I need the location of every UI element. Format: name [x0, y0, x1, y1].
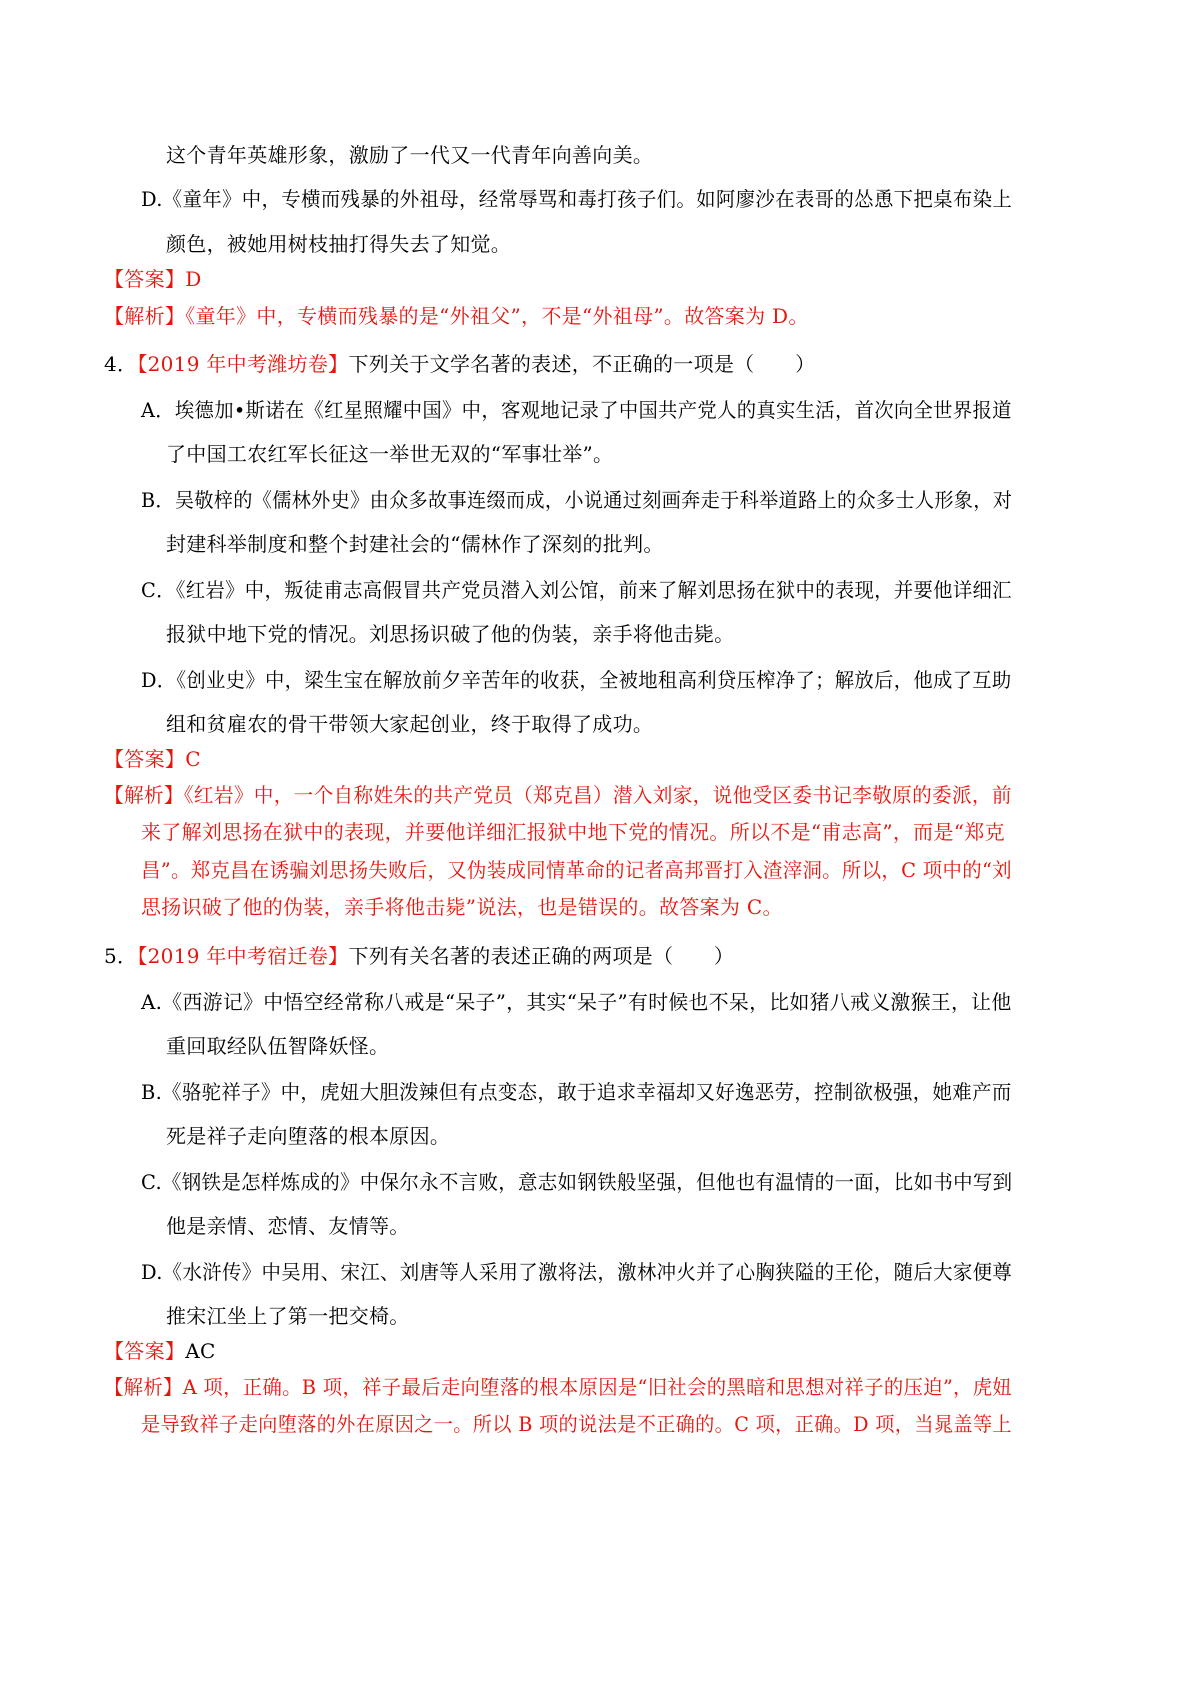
answer-label: 【答案】	[104, 747, 186, 771]
answer-label: 【答案】	[104, 1339, 186, 1363]
q4-option-a-line1: A．埃德加•斯诺在《红星照耀中国》中，客观地记录了中国共产党人的真实生活，首次向全世界报道	[141, 398, 1012, 422]
q4-option-a-line2: 了中国工农红军长征这一举世无双的“军事壮举”。	[166, 442, 614, 466]
q3-option-d-line2: 颜色，被她用树枝抽打得失去了知觉。	[166, 232, 512, 256]
question-number: 5．	[104, 944, 138, 968]
q4-option-d-line2: 组和贫雇农的骨干带领大家起创业，终于取得了成功。	[166, 712, 654, 736]
q5-analysis-line1	[104, 1373, 1012, 1401]
question-source: 【2019 年中考宿迁卷】	[137, 944, 349, 968]
q5-answer	[104, 1337, 216, 1365]
answer-value: AC	[185, 1339, 216, 1363]
q5-option-b-line1: B.《骆驼祥子》中，虎妞大胆泼辣但有点变态，敢于追求幸福却又好逸恶劳，控制欲极强，她难产而	[141, 1080, 1012, 1104]
q5-option-d-line2: 推宋江坐上了第一把交椅。	[166, 1304, 410, 1328]
q4-analysis-line2: 来了解刘思扬在狱中的表现，并要他详细汇报狱中地下党的情况。所以不是“甫志高”，而是“郑克	[141, 820, 1005, 844]
question-text: 下列关于文学名著的表述，不正确的一项是（ ）	[348, 352, 816, 376]
analysis-text: A 项，正确。B 项，祥子最后走向堕落的根本原因是“旧社会的黑暗和思想对祥子的压迫”，虎妞	[182, 1375, 1013, 1399]
question-text: 下列有关名著的表述正确的两项是（ ）	[348, 944, 735, 968]
answer-value: C	[185, 747, 201, 771]
answer-value: D	[185, 267, 202, 291]
q4-option-b-line1: B．吴敬梓的《儒林外史》由众多故事连缀而成，小说通过刻画奔走于科举道路上的众多士人形象，对	[141, 488, 1013, 512]
q4-stem	[104, 350, 815, 378]
q5-option-a-line2: 重回取经队伍智降妖怪。	[166, 1034, 390, 1058]
q4-option-c-line1: C．《红岩》中，叛徒甫志高假冒共产党员潜入刘公馆，前来了解刘思扬在狱中的表现，并要他详细汇	[141, 578, 1012, 602]
answer-label: 【答案】	[104, 267, 186, 291]
q5-analysis-line2: 是导致祥子走向堕落的外在原因之一。所以 B 项的说法是不正确的。C 项，正确。D 项，当晁盖等上	[141, 1412, 1012, 1436]
analysis-label: 【解析】	[104, 783, 184, 807]
q3-answer	[104, 265, 202, 293]
q3-analysis	[104, 302, 809, 330]
q4-analysis-line3: 昌”。郑克昌在诱骗刘思扬失败后，又伪装成同情革命的记者高邦晋打入渣滓洞。所以，C 项中的“刘	[141, 858, 1012, 882]
analysis-label: 【解析】	[104, 1375, 183, 1399]
q4-option-c-line2: 报狱中地下党的情况。刘思扬识破了他的伪装，亲手将他击毙。	[166, 622, 735, 646]
q4-analysis-line1	[104, 781, 1012, 809]
q4-analysis-line4: 思扬识破了他的伪装，亲手将他击毙”说法，也是错误的。故答案为 C。	[141, 895, 783, 919]
q4-option-d-line1: D．《创业史》中，梁生宝在解放前夕辛苦年的收获，全被地租高利贷压榨净了；解放后，他成了互助	[141, 668, 1012, 692]
q5-option-c-line1: C.《钢铁是怎样炼成的》中保尔永不言败，意志如钢铁般坚强，但他也有温情的一面，比如书中写到	[141, 1170, 1013, 1194]
analysis-text: 《童年》中，专横而残暴的是“外祖父”，不是“外祖母”。故答案为 D。	[185, 304, 809, 328]
question-number: 4．	[104, 352, 138, 376]
q5-stem	[104, 942, 734, 970]
analysis-text: 《红岩》中，一个自称姓朱的共产党员（郑克昌）潜入刘家，说他受区委书记李敬原的委派，前	[183, 783, 1012, 807]
analysis-label: 【解析】	[104, 304, 186, 328]
q5-option-a-line1: A.《西游记》中悟空经常称八戒是“呆子”，其实“呆子”有时候也不呆，比如猪八戒义激猴王，让他	[141, 990, 1012, 1014]
q3-option-d-line1: D.《童年》中，专横而残暴的外祖母，经常辱骂和毒打孩子们。如阿廖沙在表哥的怂恿下把桌布染上	[141, 187, 1013, 211]
q5-option-c-line2: 他是亲情、恋情、友情等。	[166, 1214, 410, 1238]
question-source: 【2019 年中考潍坊卷】	[137, 352, 349, 376]
q5-option-b-line2: 死是祥子走向堕落的根本原因。	[166, 1124, 451, 1148]
q5-option-d-line1: D.《水浒传》中吴用、宋江、刘唐等人采用了激将法，激林冲火并了心胸狭隘的王伦，随后大家便尊	[141, 1260, 1013, 1284]
q3-option-c-continuation: 这个青年英雄形象，激励了一代又一代青年向善向美。	[166, 143, 654, 167]
q4-answer	[104, 745, 201, 773]
q4-option-b-line2: 封建科举制度和整个封建社会的“儒林作了深刻的批判。	[166, 532, 664, 556]
